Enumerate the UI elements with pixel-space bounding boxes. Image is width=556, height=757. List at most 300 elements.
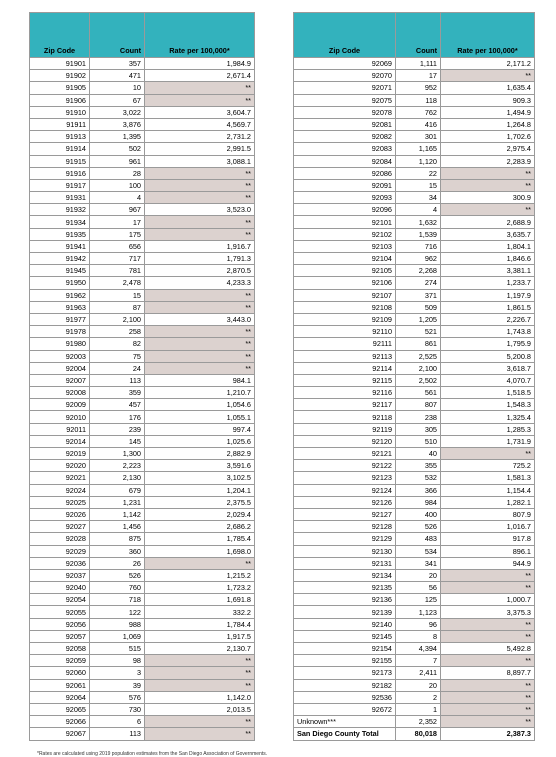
count-cell: 2,525 [396, 350, 441, 362]
header-row [30, 13, 255, 58]
count-cell: 1,456 [90, 521, 145, 533]
zip-cell: 92118 [294, 411, 396, 423]
zip-cell: 92065 [30, 703, 90, 715]
count-cell: 274 [396, 277, 441, 289]
count-cell: 1,142 [90, 508, 145, 520]
rate-cell: ** [441, 618, 535, 630]
rate-cell: 2,975.4 [441, 143, 535, 155]
table-row [30, 533, 255, 545]
zip-cell: Unknown*** [294, 716, 396, 728]
table-row [30, 289, 255, 301]
zip-cell: 91978 [30, 326, 90, 338]
zip-table-left [29, 12, 255, 741]
table-row [294, 167, 535, 179]
rate-cell: 1,154.4 [441, 484, 535, 496]
count-cell: 532 [396, 472, 441, 484]
zip-cell: 92134 [294, 569, 396, 581]
count-cell: 20 [396, 679, 441, 691]
zip-cell: 91913 [30, 131, 90, 143]
count-cell: 521 [396, 326, 441, 338]
rate-cell: ** [145, 679, 255, 691]
table-row [294, 630, 535, 642]
zip-code-header: Zip Code [294, 13, 396, 58]
count-cell: 2,502 [396, 374, 441, 386]
table-row [30, 106, 255, 118]
table-row [30, 691, 255, 703]
count-cell: 1,069 [90, 630, 145, 642]
table-row [294, 679, 535, 691]
zip-cell: 92108 [294, 301, 396, 313]
table-row [30, 703, 255, 715]
zip-cell: 92093 [294, 192, 396, 204]
table-row [294, 179, 535, 191]
rate-cell: ** [441, 679, 535, 691]
zip-cell: 92037 [30, 569, 90, 581]
zip-cell: 92057 [30, 630, 90, 642]
count-cell: 1,120 [396, 155, 441, 167]
count-cell: 359 [90, 387, 145, 399]
zip-cell: 91905 [30, 82, 90, 94]
zip-cell: 92027 [30, 521, 90, 533]
zip-cell: 92116 [294, 387, 396, 399]
count-cell: 526 [90, 569, 145, 581]
rate-cell: 300.9 [441, 192, 535, 204]
count-cell: 17 [90, 216, 145, 228]
count-cell: 3 [90, 667, 145, 679]
rate-cell: 5,200.8 [441, 350, 535, 362]
table-row [294, 253, 535, 265]
zip-cell: 92154 [294, 643, 396, 655]
count-cell: 2,411 [396, 667, 441, 679]
count-cell: 1,539 [396, 228, 441, 240]
table-row [30, 716, 255, 728]
zip-cell: 92121 [294, 448, 396, 460]
zip-table-right [293, 12, 535, 741]
zip-cell: 92119 [294, 423, 396, 435]
zip-cell: 91901 [30, 58, 90, 70]
table-row [30, 350, 255, 362]
count-cell: 656 [90, 240, 145, 252]
table-row [30, 472, 255, 484]
table-row [294, 216, 535, 228]
zip-cell: 92173 [294, 667, 396, 679]
count-cell: 8 [396, 630, 441, 642]
table-row [294, 508, 535, 520]
table-row [30, 484, 255, 496]
zip-cell: 91935 [30, 228, 90, 240]
rate-cell: ** [145, 728, 255, 740]
zip-cell: 92009 [30, 399, 90, 411]
rate-cell: 1,210.7 [145, 387, 255, 399]
count-cell: 22 [396, 167, 441, 179]
table-row [30, 399, 255, 411]
count-cell: 4,394 [396, 643, 441, 655]
table-row [30, 423, 255, 435]
table-row [30, 496, 255, 508]
zip-cell: 92066 [30, 716, 90, 728]
rate-cell: ** [441, 167, 535, 179]
table-row [294, 58, 535, 70]
rate-cell: ** [145, 301, 255, 313]
zip-cell: 92136 [294, 594, 396, 606]
zip-cell: 92106 [294, 277, 396, 289]
rate-cell: 1,197.9 [441, 289, 535, 301]
zip-cell: 91931 [30, 192, 90, 204]
zip-cell: 92126 [294, 496, 396, 508]
rate-header: Rate per 100,000* [145, 13, 255, 58]
table-row [294, 643, 535, 655]
table-row [294, 387, 535, 399]
zip-cell: 92024 [30, 484, 90, 496]
zip-cell: 92102 [294, 228, 396, 240]
zip-cell: 92111 [294, 338, 396, 350]
zip-cell: 92123 [294, 472, 396, 484]
count-cell: 40 [396, 448, 441, 460]
rate-cell: 3,523.0 [145, 204, 255, 216]
rate-cell: ** [145, 216, 255, 228]
rate-cell: 2,991.5 [145, 143, 255, 155]
rate-cell: 3,443.0 [145, 313, 255, 325]
count-cell: 984 [396, 496, 441, 508]
zip-cell: 91942 [30, 253, 90, 265]
table-row [30, 143, 255, 155]
rate-cell: ** [441, 179, 535, 191]
zip-cell: 92536 [294, 691, 396, 703]
rate-cell: 3,591.6 [145, 460, 255, 472]
rate-cell: 1,282.1 [441, 496, 535, 508]
rate-cell: ** [145, 350, 255, 362]
rate-cell: 1,743.8 [441, 326, 535, 338]
rate-cell: 1,264.8 [441, 118, 535, 130]
rate-cell: 1,723.2 [145, 582, 255, 594]
zip-cell: 92182 [294, 679, 396, 691]
count-header: Count [90, 13, 145, 58]
table-row [294, 569, 535, 581]
zip-cell: San Diego County Total [294, 728, 396, 740]
count-cell: 679 [90, 484, 145, 496]
zip-cell: 92075 [294, 94, 396, 106]
rate-cell: 1,204.1 [145, 484, 255, 496]
count-cell: 861 [396, 338, 441, 350]
table-row [30, 508, 255, 520]
rate-cell: 4,070.7 [441, 374, 535, 386]
zip-cell: 91963 [30, 301, 90, 313]
footnote: *Rates are calculated using 2019 population estimates from the San Diego Association of Governments. [37, 751, 268, 757]
rate-cell: 1,784.4 [145, 618, 255, 630]
count-cell: 509 [396, 301, 441, 313]
zip-cell: 92130 [294, 545, 396, 557]
zip-cell: 92155 [294, 655, 396, 667]
count-cell: 576 [90, 691, 145, 703]
rate-cell: 1,795.9 [441, 338, 535, 350]
rate-cell: 2,283.9 [441, 155, 535, 167]
rate-cell: 3,604.7 [145, 106, 255, 118]
table-row [30, 594, 255, 606]
count-cell: 416 [396, 118, 441, 130]
count-cell: 371 [396, 289, 441, 301]
table-row [30, 655, 255, 667]
count-cell: 125 [396, 594, 441, 606]
rate-cell: 1,494.9 [441, 106, 535, 118]
rate-cell: 1,691.8 [145, 594, 255, 606]
rate-cell: 1,000.7 [441, 594, 535, 606]
count-cell: 1,165 [396, 143, 441, 155]
rate-cell: 1,025.6 [145, 435, 255, 447]
count-cell: 355 [396, 460, 441, 472]
zip-cell: 92040 [30, 582, 90, 594]
zip-cell: 92672 [294, 703, 396, 715]
table-row [294, 301, 535, 313]
count-cell: 2,478 [90, 277, 145, 289]
zip-cell: 91950 [30, 277, 90, 289]
table-row [30, 277, 255, 289]
rate-cell: 1,916.7 [145, 240, 255, 252]
table-row [294, 448, 535, 460]
rate-cell: 1,702.6 [441, 131, 535, 143]
table-row [294, 338, 535, 350]
rate-cell: ** [441, 630, 535, 642]
zip-cell: 92109 [294, 313, 396, 325]
zip-cell: 91906 [30, 94, 90, 106]
zip-cell: 92007 [30, 374, 90, 386]
count-cell: 98 [90, 655, 145, 667]
table-row [30, 253, 255, 265]
count-cell: 145 [90, 435, 145, 447]
table-row [294, 545, 535, 557]
zip-cell: 91914 [30, 143, 90, 155]
table-row [30, 192, 255, 204]
table-row [30, 313, 255, 325]
zip-cell: 92055 [30, 606, 90, 618]
rate-cell: 917.8 [441, 533, 535, 545]
count-cell: 87 [90, 301, 145, 313]
rate-cell: 725.2 [441, 460, 535, 472]
rate-cell: ** [441, 691, 535, 703]
count-cell: 17 [396, 70, 441, 82]
count-cell: 15 [90, 289, 145, 301]
count-cell: 1,300 [90, 448, 145, 460]
rate-cell: 332.2 [145, 606, 255, 618]
count-cell: 4 [90, 192, 145, 204]
zip-cell: 92021 [30, 472, 90, 484]
rate-cell: ** [145, 362, 255, 374]
count-cell: 301 [396, 131, 441, 143]
count-cell: 20 [396, 569, 441, 581]
count-cell: 967 [90, 204, 145, 216]
table-row [30, 118, 255, 130]
zip-cell: 92029 [30, 545, 90, 557]
zip-cell: 91941 [30, 240, 90, 252]
rate-cell: 3,088.1 [145, 155, 255, 167]
rate-cell: 8,897.7 [441, 667, 535, 679]
rate-cell: 1,285.3 [441, 423, 535, 435]
zip-cell: 92091 [294, 179, 396, 191]
zip-cell: 92020 [30, 460, 90, 472]
count-cell: 502 [90, 143, 145, 155]
table-row [30, 582, 255, 594]
count-cell: 2,352 [396, 716, 441, 728]
zip-cell: 92070 [294, 70, 396, 82]
zip-cell: 92058 [30, 643, 90, 655]
rate-cell: ** [145, 289, 255, 301]
table-row [30, 545, 255, 557]
count-cell: 28 [90, 167, 145, 179]
rate-cell: 3,635.7 [441, 228, 535, 240]
count-cell: 26 [90, 557, 145, 569]
count-cell: 341 [396, 557, 441, 569]
table-row [30, 606, 255, 618]
rate-cell: ** [145, 167, 255, 179]
count-cell: 3,876 [90, 118, 145, 130]
count-cell: 15 [396, 179, 441, 191]
count-cell: 718 [90, 594, 145, 606]
zip-cell: 92124 [294, 484, 396, 496]
rate-cell: ** [145, 82, 255, 94]
table-row [30, 240, 255, 252]
rate-cell: ** [145, 338, 255, 350]
table-row [294, 594, 535, 606]
table-row [294, 460, 535, 472]
rate-cell: 909.3 [441, 94, 535, 106]
count-cell: 357 [90, 58, 145, 70]
zip-cell: 92004 [30, 362, 90, 374]
rate-cell: ** [441, 70, 535, 82]
table-row [294, 728, 535, 740]
zip-cell: 92128 [294, 521, 396, 533]
zip-cell: 91902 [30, 70, 90, 82]
table-row [30, 167, 255, 179]
rate-cell: 2,688.9 [441, 216, 535, 228]
rate-cell: 1,861.5 [441, 301, 535, 313]
zip-cell: 92113 [294, 350, 396, 362]
rate-cell: 1,325.4 [441, 411, 535, 423]
zip-cell: 91917 [30, 179, 90, 191]
rate-cell: ** [145, 716, 255, 728]
rate-cell: 944.9 [441, 557, 535, 569]
zip-cell: 92135 [294, 582, 396, 594]
table-row [30, 435, 255, 447]
table-row [30, 204, 255, 216]
zip-cell: 92059 [30, 655, 90, 667]
zip-cell: 91911 [30, 118, 90, 130]
table-row [294, 131, 535, 143]
table-row [294, 228, 535, 240]
table-row [294, 350, 535, 362]
zip-cell: 92117 [294, 399, 396, 411]
count-cell: 2,268 [396, 265, 441, 277]
rate-cell: 1,548.3 [441, 399, 535, 411]
table-row [30, 228, 255, 240]
zip-cell: 92129 [294, 533, 396, 545]
count-cell: 238 [396, 411, 441, 423]
table-row [30, 326, 255, 338]
zip-cell: 92054 [30, 594, 90, 606]
table-row [294, 423, 535, 435]
count-cell: 4 [396, 204, 441, 216]
rate-cell: ** [145, 655, 255, 667]
zip-cell: 92060 [30, 667, 90, 679]
table-row [294, 94, 535, 106]
zip-cell: 92083 [294, 143, 396, 155]
table-row [30, 667, 255, 679]
count-cell: 305 [396, 423, 441, 435]
count-cell: 34 [396, 192, 441, 204]
count-cell: 176 [90, 411, 145, 423]
table-row [30, 521, 255, 533]
table-row [30, 70, 255, 82]
table-row [294, 362, 535, 374]
count-cell: 762 [396, 106, 441, 118]
count-cell: 515 [90, 643, 145, 655]
zip-cell: 92139 [294, 606, 396, 618]
rate-cell: 1,518.5 [441, 387, 535, 399]
count-cell: 100 [90, 179, 145, 191]
table-row [30, 265, 255, 277]
count-cell: 2,100 [396, 362, 441, 374]
zip-cell: 92145 [294, 630, 396, 642]
table-row [30, 374, 255, 386]
count-cell: 239 [90, 423, 145, 435]
rate-cell: ** [145, 228, 255, 240]
zip-cell: 92082 [294, 131, 396, 143]
zip-cell: 92140 [294, 618, 396, 630]
table-row [294, 667, 535, 679]
count-cell: 122 [90, 606, 145, 618]
count-cell: 2,100 [90, 313, 145, 325]
count-cell: 24 [90, 362, 145, 374]
zip-cell: 91980 [30, 338, 90, 350]
rate-cell: 1,233.7 [441, 277, 535, 289]
rate-cell: 1,581.3 [441, 472, 535, 484]
table-row [294, 521, 535, 533]
zip-cell: 92028 [30, 533, 90, 545]
table-row [30, 155, 255, 167]
table-row [294, 703, 535, 715]
rate-cell: ** [145, 557, 255, 569]
table-row [30, 301, 255, 313]
rate-cell: 984.1 [145, 374, 255, 386]
zip-cell: 91934 [30, 216, 90, 228]
table-row [30, 557, 255, 569]
rate-cell: ** [145, 667, 255, 679]
table-row [294, 484, 535, 496]
zip-cell: 92069 [294, 58, 396, 70]
rate-cell: 2,029.4 [145, 508, 255, 520]
table-row [294, 106, 535, 118]
count-cell: 175 [90, 228, 145, 240]
count-cell: 1,395 [90, 131, 145, 143]
count-header: Count [396, 13, 441, 58]
rate-cell: 1,142.0 [145, 691, 255, 703]
table-row [30, 362, 255, 374]
count-cell: 56 [396, 582, 441, 594]
table-row [30, 643, 255, 655]
count-cell: 988 [90, 618, 145, 630]
table-row [294, 204, 535, 216]
zip-cell: 92078 [294, 106, 396, 118]
rate-cell: ** [441, 448, 535, 460]
rate-cell: 1,917.5 [145, 630, 255, 642]
count-cell: 526 [396, 521, 441, 533]
rate-cell: 3,381.1 [441, 265, 535, 277]
table-row [294, 155, 535, 167]
table-row [294, 326, 535, 338]
table-row [294, 192, 535, 204]
table-row [294, 472, 535, 484]
rate-cell: ** [441, 716, 535, 728]
count-cell: 113 [90, 728, 145, 740]
rate-cell: 1,846.6 [441, 253, 535, 265]
